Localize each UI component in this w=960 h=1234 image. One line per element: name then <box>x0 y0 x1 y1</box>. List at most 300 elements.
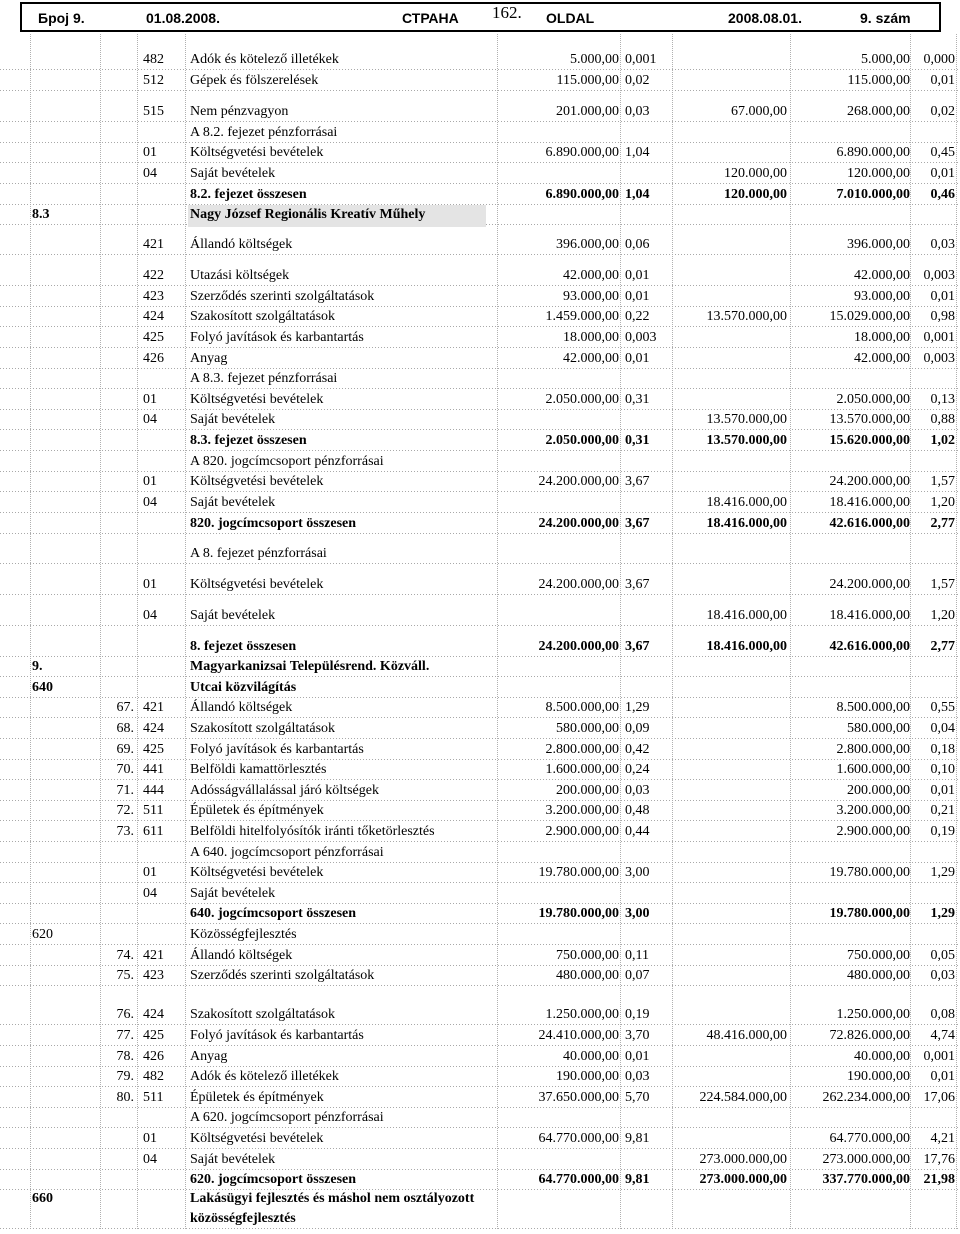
cell-total: 3.200.000,00 <box>836 803 910 818</box>
table-row <box>0 123 960 143</box>
cell-total: 18.416.000,00 <box>829 608 910 623</box>
cell-percent: 0,03 <box>625 1069 650 1084</box>
cell-total-percent: 0,000 <box>923 52 955 67</box>
cell-percent: 0,22 <box>625 309 650 324</box>
cell-total-percent: 0,08 <box>930 1007 955 1022</box>
cell-amount: 6.890.000,00 <box>545 145 619 160</box>
cell-amount: 42.000,00 <box>563 268 619 283</box>
cell-own-revenue: 18.416.000,00 <box>706 608 787 623</box>
cell-total: 337.770.000,00 <box>822 1172 910 1187</box>
cell-total-percent: 0,02 <box>930 104 955 119</box>
cell-item-number: 68. <box>116 721 134 736</box>
cell-total: 18.000,00 <box>854 330 910 345</box>
cell-total-percent: 0,01 <box>930 1069 955 1084</box>
cell-description: Állandó költségek <box>190 948 293 963</box>
table-row <box>0 514 960 534</box>
cell-total-percent: 0,03 <box>930 237 955 252</box>
cell-description: A 820. jogcímcsoport pénzforrásai <box>190 454 384 469</box>
cell-percent: 0,01 <box>625 289 650 304</box>
cell-total-percent: 0,46 <box>930 187 955 202</box>
cell-total: 18.416.000,00 <box>829 495 910 510</box>
table-row <box>0 143 960 163</box>
cell-total-percent: 0,01 <box>930 73 955 88</box>
cell-amount: 19.780.000,00 <box>538 865 619 880</box>
cell-total: 750.000,00 <box>847 948 910 963</box>
cell-total: 15.620.000,00 <box>829 433 910 448</box>
cell-percent: 3,67 <box>625 516 650 531</box>
cell-total-percent: 2,77 <box>930 516 955 531</box>
table-row <box>0 390 960 410</box>
cell-total: 2.800.000,00 <box>836 742 910 757</box>
cell-amount: 480.000,00 <box>556 968 619 983</box>
cell-amount: 1.600.000,00 <box>545 762 619 777</box>
cell-code: 04 <box>143 495 157 510</box>
cell-total-percent: 0,98 <box>930 309 955 324</box>
table-row <box>0 575 960 595</box>
cell-description: 640. jogcímcsoport összesen <box>190 906 357 921</box>
cell-amount: 64.770.000,00 <box>538 1131 619 1146</box>
table-row <box>0 102 960 122</box>
cell-amount: 40.000,00 <box>563 1049 619 1064</box>
cell-total-percent: 0,10 <box>930 762 955 777</box>
table-row <box>0 822 960 842</box>
cell-amount: 8.500.000,00 <box>545 700 619 715</box>
cell-code: 423 <box>143 968 164 983</box>
cell-code: 425 <box>143 742 164 757</box>
cell-own-revenue: 48.416.000,00 <box>706 1028 787 1043</box>
cell-description: Költségvetési bevételek <box>190 1131 324 1146</box>
cell-description: Utcai közvilágítás <box>190 680 297 695</box>
cell-code: 01 <box>143 1131 157 1146</box>
table-row <box>0 235 960 255</box>
cell-total: 480.000,00 <box>847 968 910 983</box>
table-row <box>0 966 960 986</box>
cell-description: Szakosított szolgáltatások <box>190 721 336 736</box>
table-row <box>0 1129 960 1149</box>
table-row <box>0 185 960 205</box>
cell-total: 93.000,00 <box>854 289 910 304</box>
cell-description: Nagy József Regionális Kreatív Műhely <box>190 207 426 222</box>
cell-total-percent: 0,55 <box>930 700 955 715</box>
cell-total-percent: 0,05 <box>930 948 955 963</box>
cell-description: Szakosított szolgáltatások <box>190 1007 336 1022</box>
cell-percent: 0,48 <box>625 803 650 818</box>
cell-code: 425 <box>143 1028 164 1043</box>
cell-own-revenue: 273.000.000,00 <box>699 1152 787 1167</box>
cell-percent: 0,01 <box>625 268 650 283</box>
cell-total: 24.200.000,00 <box>829 474 910 489</box>
cell-code: 515 <box>143 104 164 119</box>
cell-item-number: 80. <box>116 1090 134 1105</box>
cell-own-revenue: 273.000.000,00 <box>699 1172 787 1187</box>
cell-description: Saját bevételek <box>190 886 276 901</box>
table-row <box>0 698 960 718</box>
cell-total-percent: 1,20 <box>930 495 955 510</box>
cell-percent: 3,67 <box>625 474 650 489</box>
cell-own-revenue: 120.000,00 <box>724 166 787 181</box>
cell-description: A 8.3. fejezet pénzforrásai <box>190 371 338 386</box>
cell-total: 200.000,00 <box>847 783 910 798</box>
cell-total-percent: 0,18 <box>930 742 955 757</box>
cell-total: 262.234.000,00 <box>822 1090 910 1105</box>
cell-total: 120.000,00 <box>847 166 910 181</box>
cell-total-percent: 0,03 <box>930 968 955 983</box>
cell-code: 482 <box>143 52 164 67</box>
cell-item-number: 76. <box>116 1007 134 1022</box>
page-number: 162. <box>492 3 522 22</box>
cell-amount: 115.000,00 <box>556 73 619 88</box>
cell-item-number: 69. <box>116 742 134 757</box>
cell-total-percent: 0,45 <box>930 145 955 160</box>
table-row <box>0 1088 960 1108</box>
cell-total: 115.000,00 <box>847 73 910 88</box>
cell-section: 620 <box>32 927 53 942</box>
cell-code: 01 <box>143 865 157 880</box>
cell-description: Saját bevételek <box>190 166 276 181</box>
cell-percent: 0,02 <box>625 73 650 88</box>
cell-description: Saját bevételek <box>190 1152 276 1167</box>
cell-total: 19.780.000,00 <box>829 865 910 880</box>
table-row <box>0 328 960 348</box>
table-row <box>0 637 960 657</box>
cell-total: 396.000,00 <box>847 237 910 252</box>
cell-total: 1.250.000,00 <box>836 1007 910 1022</box>
table-row <box>0 1189 960 1229</box>
cell-percent: 0,31 <box>625 392 650 407</box>
cell-description: Szakosított szolgáltatások <box>190 309 336 324</box>
cell-description: Költségvetési bevételek <box>190 865 324 880</box>
cell-description: Költségvetési bevételek <box>190 145 324 160</box>
table-row <box>0 349 960 369</box>
cell-description: Utazási költségek <box>190 268 290 283</box>
cell-code: 511 <box>143 803 164 818</box>
table-row <box>0 1005 960 1025</box>
cell-percent: 9,81 <box>625 1172 650 1187</box>
cell-code: 04 <box>143 412 157 427</box>
cell-description: 8. fejezet összesen <box>190 639 297 654</box>
cell-total: 40.000,00 <box>854 1049 910 1064</box>
cell-total: 580.000,00 <box>847 721 910 736</box>
cell-code: 512 <box>143 73 164 88</box>
cell-percent: 0,44 <box>625 824 650 839</box>
cell-total: 72.826.000,00 <box>829 1028 910 1043</box>
cell-description: 620. jogcímcsoport összesen <box>190 1172 357 1187</box>
cell-percent: 1,04 <box>625 145 650 160</box>
cell-total: 268.000,00 <box>847 104 910 119</box>
cell-own-revenue: 18.416.000,00 <box>706 516 787 531</box>
cell-total-percent: 0,19 <box>930 824 955 839</box>
cell-total: 190.000,00 <box>847 1069 910 1084</box>
cell-description: Magyarkanizsai Településrend. Közváll. <box>190 659 430 674</box>
cell-total-percent: 1,20 <box>930 608 955 623</box>
cell-percent: 3,67 <box>625 577 650 592</box>
table-row <box>0 50 960 70</box>
cell-total-percent: 0,003 <box>923 268 955 283</box>
cell-own-revenue: 18.416.000,00 <box>706 495 787 510</box>
cell-total-percent: 0,003 <box>923 351 955 366</box>
cell-amount: 200.000,00 <box>556 783 619 798</box>
cell-description: Anyag <box>190 1049 228 1064</box>
cell-total-percent: 0,01 <box>930 783 955 798</box>
date-right: 2008.08.01. <box>728 10 802 26</box>
cell-description: Közösségfejlesztés <box>190 927 297 942</box>
cell-section: 9. <box>32 659 43 674</box>
cell-total-percent: 21,98 <box>923 1172 955 1187</box>
cell-code: 444 <box>143 783 164 798</box>
cell-item-number: 79. <box>116 1069 134 1084</box>
table-row <box>0 1026 960 1046</box>
cell-total-percent: 0,04 <box>930 721 955 736</box>
cell-code: 04 <box>143 166 157 181</box>
cell-amount: 5.000,00 <box>570 52 619 67</box>
cell-own-revenue: 18.416.000,00 <box>706 639 787 654</box>
cell-description: Költségvetési bevételek <box>190 474 324 489</box>
cell-percent: 3,00 <box>625 865 650 880</box>
cell-percent: 0,06 <box>625 237 650 252</box>
cell-percent: 3,00 <box>625 906 650 921</box>
cell-percent: 1,29 <box>625 700 650 715</box>
cell-item-number: 67. <box>116 700 134 715</box>
cell-total-percent: 1,57 <box>930 474 955 489</box>
cell-total: 42.000,00 <box>854 351 910 366</box>
cell-total: 42.616.000,00 <box>829 516 910 531</box>
table-row <box>0 801 960 821</box>
cell-total: 273.000.000,00 <box>822 1152 910 1167</box>
table-row <box>0 1170 960 1190</box>
cell-total: 24.200.000,00 <box>829 577 910 592</box>
cell-description: Saját bevételek <box>190 495 276 510</box>
cell-total-percent: 1,02 <box>930 433 955 448</box>
cell-description: Adók és kötelező illetékek <box>190 1069 339 1084</box>
cell-amount: 24.200.000,00 <box>538 639 619 654</box>
cell-percent: 3,67 <box>625 639 650 654</box>
table-row <box>0 493 960 513</box>
cell-amount: 396.000,00 <box>556 237 619 252</box>
table-row <box>0 946 960 966</box>
cell-percent: 0,003 <box>625 330 657 345</box>
cell-item-number: 73. <box>116 824 134 839</box>
table-row <box>0 164 960 184</box>
cell-percent: 9,81 <box>625 1131 650 1146</box>
cell-amount: 6.890.000,00 <box>545 187 619 202</box>
cell-section: 660 <box>32 1191 53 1206</box>
table-row <box>0 1067 960 1087</box>
cell-description: 820. jogcímcsoport összesen <box>190 516 357 531</box>
cell-total-percent: 0,001 <box>923 1049 955 1064</box>
cell-amount: 201.000,00 <box>556 104 619 119</box>
cell-total: 1.600.000,00 <box>836 762 910 777</box>
table-row <box>0 781 960 801</box>
cell-description: Költségvetési bevételek <box>190 392 324 407</box>
cell-code: 421 <box>143 948 164 963</box>
cell-amount: 580.000,00 <box>556 721 619 736</box>
cell-total: 64.770.000,00 <box>829 1131 910 1146</box>
table-row <box>0 369 960 389</box>
cell-percent: 0,31 <box>625 433 650 448</box>
cell-own-revenue: 67.000,00 <box>731 104 787 119</box>
table-row <box>0 205 960 225</box>
cell-percent: 0,03 <box>625 104 650 119</box>
cell-code: 04 <box>143 1152 157 1167</box>
cell-total-percent: 0,01 <box>930 289 955 304</box>
cell-code: 422 <box>143 268 164 283</box>
cell-amount: 24.200.000,00 <box>538 474 619 489</box>
cell-description: Belföldi hitelfolyósítók iránti tőketörlesztés <box>190 824 435 839</box>
cell-total: 2.050.000,00 <box>836 392 910 407</box>
cell-own-revenue: 224.584.000,00 <box>699 1090 787 1105</box>
cell-own-revenue: 13.570.000,00 <box>706 412 787 427</box>
table-row <box>0 472 960 492</box>
cell-code: 441 <box>143 762 164 777</box>
cell-total: 8.500.000,00 <box>836 700 910 715</box>
cell-percent: 0,19 <box>625 1007 650 1022</box>
date-left: 01.08.2008. <box>146 10 220 26</box>
cell-description: Saját bevételek <box>190 412 276 427</box>
cell-total: 5.000,00 <box>861 52 910 67</box>
cell-total: 13.570.000,00 <box>829 412 910 427</box>
cell-percent: 0,07 <box>625 968 650 983</box>
table-row <box>0 719 960 739</box>
cell-code: 482 <box>143 1069 164 1084</box>
table-row <box>0 657 960 677</box>
table-row <box>0 1150 960 1170</box>
cell-description: 8.2. fejezet összesen <box>190 187 307 202</box>
cell-item-number: 72. <box>116 803 134 818</box>
cell-description: A 620. jogcímcsoport pénzforrásai <box>190 1110 384 1125</box>
cell-percent: 0,24 <box>625 762 650 777</box>
table-row <box>0 287 960 307</box>
cell-amount: 93.000,00 <box>563 289 619 304</box>
cell-total-percent: 0,001 <box>923 330 955 345</box>
cell-code: 611 <box>143 824 164 839</box>
cell-total-percent: 1,57 <box>930 577 955 592</box>
cell-amount: 1.250.000,00 <box>545 1007 619 1022</box>
cell-total-percent: 1,29 <box>930 865 955 880</box>
cell-total: 19.780.000,00 <box>829 906 910 921</box>
cell-description: A 640. jogcímcsoport pénzforrásai <box>190 845 384 860</box>
cell-description: Gépek és fölszerelések <box>190 73 319 88</box>
cell-description: Szerződés szerinti szolgáltatások <box>190 289 375 304</box>
table-row <box>0 1108 960 1128</box>
cell-code: 425 <box>143 330 164 345</box>
cell-amount: 24.410.000,00 <box>538 1028 619 1043</box>
table-row <box>0 1047 960 1067</box>
cell-description: Folyó javítások és karbantartás <box>190 742 364 757</box>
cell-own-revenue: 120.000,00 <box>724 187 787 202</box>
cell-percent: 3,70 <box>625 1028 650 1043</box>
cell-section: 8.3 <box>32 207 50 222</box>
issue-szam: 9. szám <box>860 10 911 26</box>
table-row <box>0 904 960 924</box>
cell-amount: 2.900.000,00 <box>545 824 619 839</box>
cell-percent: 1,04 <box>625 187 650 202</box>
cell-total: 2.900.000,00 <box>836 824 910 839</box>
table-row <box>0 884 960 904</box>
strana-label: СТРАНА <box>402 10 459 26</box>
cell-amount: 42.000,00 <box>563 351 619 366</box>
cell-section: 640 <box>32 680 53 695</box>
cell-total: 15.029.000,00 <box>829 309 910 324</box>
cell-amount: 190.000,00 <box>556 1069 619 1084</box>
issue-number: Број 9. <box>38 10 85 26</box>
cell-description: Adósságvállalással járó költségek <box>190 783 379 798</box>
cell-percent: 0,01 <box>625 351 650 366</box>
cell-code: 424 <box>143 1007 164 1022</box>
cell-description: A 8. fejezet pénzforrásai <box>190 546 327 561</box>
cell-item-number: 77. <box>116 1028 134 1043</box>
cell-total: 7.010.000,00 <box>836 187 910 202</box>
cell-total-percent: 2,77 <box>930 639 955 654</box>
cell-code: 01 <box>143 392 157 407</box>
cell-amount: 1.459.000,00 <box>545 309 619 324</box>
cell-amount: 24.200.000,00 <box>538 516 619 531</box>
oldal-label: OLDAL <box>546 10 595 26</box>
cell-description: Adók és kötelező illetékek <box>190 52 339 67</box>
cell-total-percent: 17,76 <box>923 1152 955 1167</box>
cell-amount: 18.000,00 <box>563 330 619 345</box>
cell-item-number: 71. <box>116 783 134 798</box>
cell-description: Épületek és építmények <box>190 803 324 818</box>
cell-amount: 2.800.000,00 <box>545 742 619 757</box>
cell-description: Folyó javítások és karbantartás <box>190 1028 364 1043</box>
cell-total: 42.616.000,00 <box>829 639 910 654</box>
table-row <box>0 606 960 626</box>
cell-total: 6.890.000,00 <box>836 145 910 160</box>
cell-description: A 8.2. fejezet pénzforrásai <box>190 125 338 140</box>
cell-description: 8.3. fejezet összesen <box>190 433 307 448</box>
cell-percent: 0,01 <box>625 1049 650 1064</box>
table-row <box>0 760 960 780</box>
cell-description: Folyó javítások és karbantartás <box>190 330 364 345</box>
cell-amount: 2.050.000,00 <box>545 392 619 407</box>
table-row <box>0 863 960 883</box>
cell-amount: 24.200.000,00 <box>538 577 619 592</box>
table-row <box>0 925 960 945</box>
cell-amount: 64.770.000,00 <box>538 1172 619 1187</box>
cell-total-percent: 17,06 <box>923 1090 955 1105</box>
cell-amount: 37.650.000,00 <box>538 1090 619 1105</box>
cell-code: 04 <box>143 886 157 901</box>
table-row <box>0 678 960 698</box>
cell-code: 01 <box>143 474 157 489</box>
cell-description: Állandó költségek <box>190 700 293 715</box>
cell-item-number: 75. <box>116 968 134 983</box>
cell-item-number: 78. <box>116 1049 134 1064</box>
cell-code: 04 <box>143 608 157 623</box>
cell-description: Belföldi kamattörlesztés <box>190 762 327 777</box>
cell-total-percent: 4,21 <box>930 1131 955 1146</box>
table-row <box>0 431 960 451</box>
cell-description: Szerződés szerinti szolgáltatások <box>190 968 375 983</box>
cell-total-percent: 4,74 <box>930 1028 955 1043</box>
cell-code: 426 <box>143 1049 164 1064</box>
table-row <box>0 544 960 564</box>
cell-total: 42.000,00 <box>854 268 910 283</box>
cell-code: 01 <box>143 145 157 160</box>
table-row <box>0 266 960 286</box>
cell-percent: 5,70 <box>625 1090 650 1105</box>
cell-description: Állandó költségek <box>190 237 293 252</box>
cell-description: Költségvetési bevételek <box>190 577 324 592</box>
cell-code: 424 <box>143 309 164 324</box>
cell-total-percent: 0,13 <box>930 392 955 407</box>
table-row <box>0 740 960 760</box>
cell-total-percent: 0,21 <box>930 803 955 818</box>
table-row <box>0 843 960 863</box>
cell-amount: 750.000,00 <box>556 948 619 963</box>
cell-amount: 19.780.000,00 <box>538 906 619 921</box>
cell-code: 421 <box>143 700 164 715</box>
